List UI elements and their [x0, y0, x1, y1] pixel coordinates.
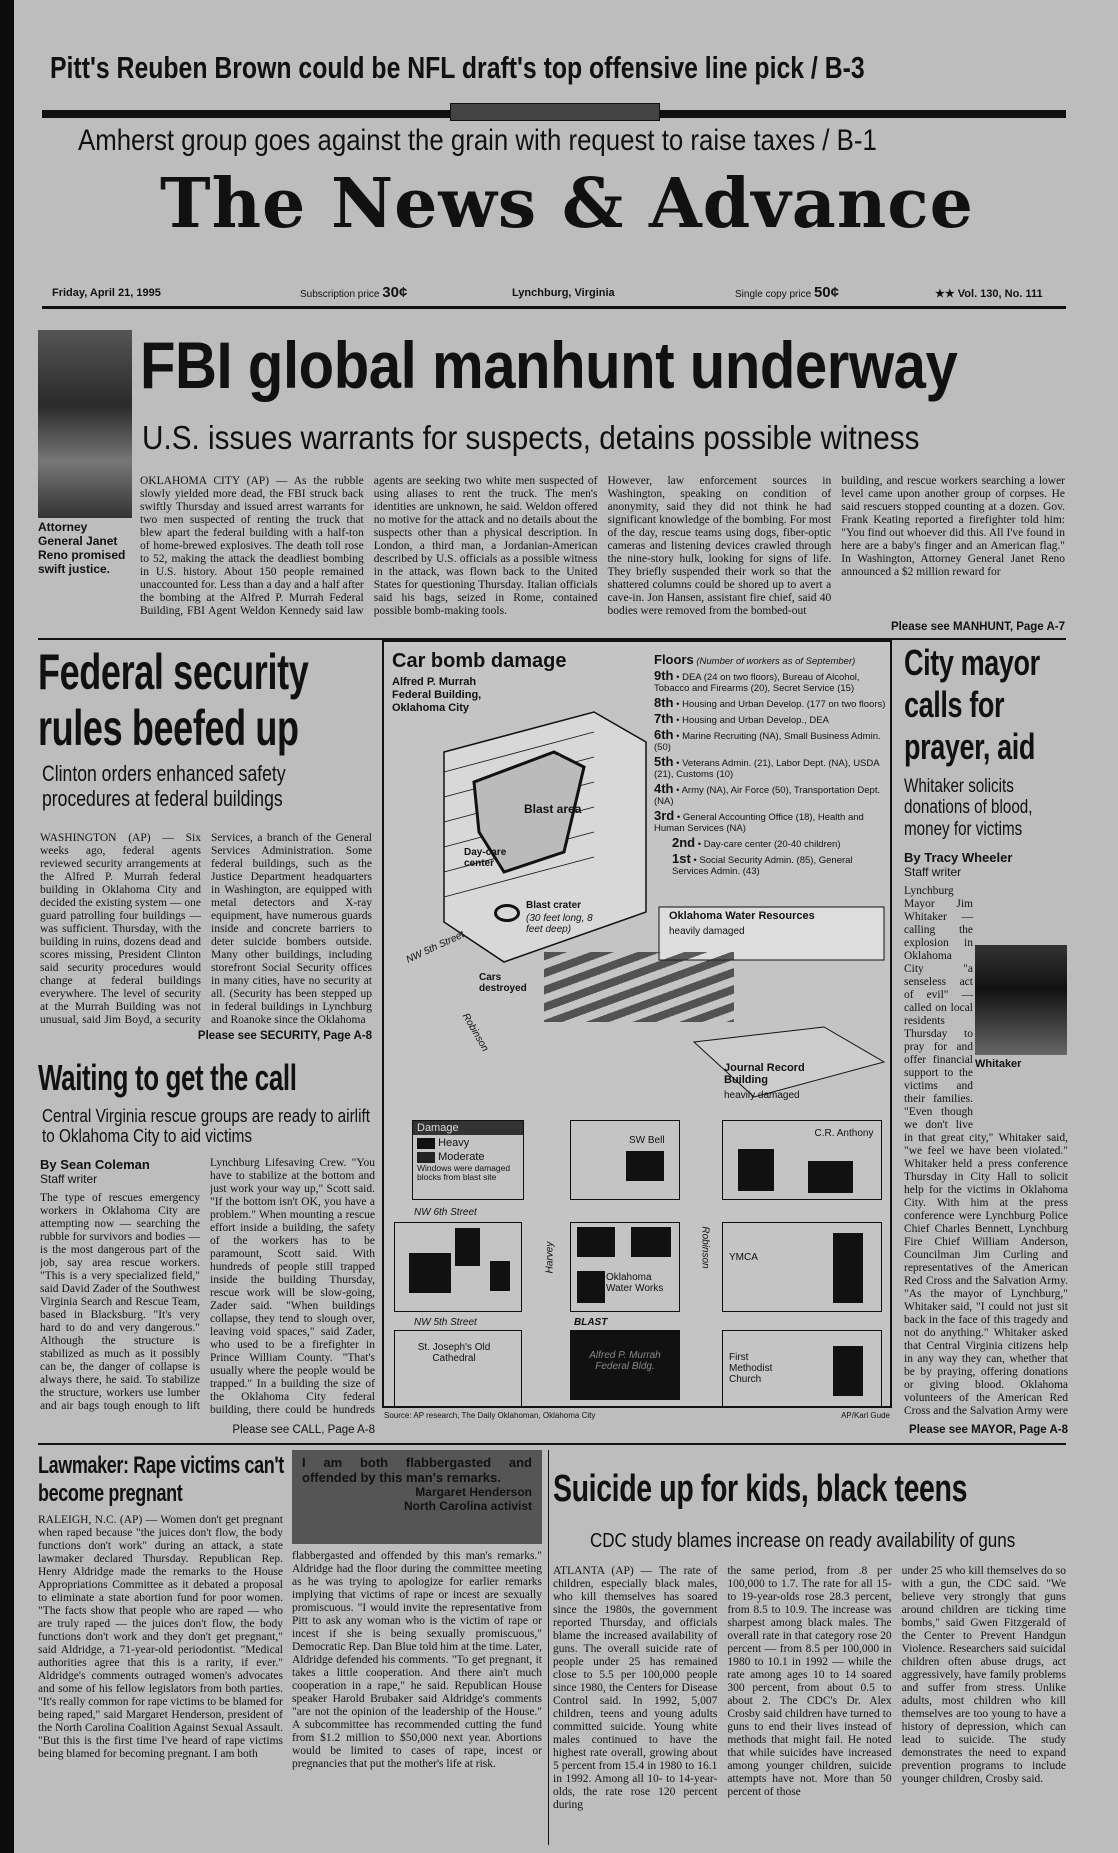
block	[570, 1120, 680, 1200]
daycare-label: Day-care center	[464, 847, 507, 869]
swbell-label: SW Bell	[629, 1135, 665, 1146]
lead-headline[interactable]: FBI global manhunt underway	[140, 328, 958, 402]
lead-subhead: U.S. issues warrants for suspects, detains possible witness	[142, 419, 920, 456]
methodist-label: First Methodist Church	[729, 1352, 773, 1385]
legend-heavy: Heavy	[438, 1137, 470, 1149]
divider	[38, 1443, 1066, 1445]
suicide-headline[interactable]: Suicide up for kids, black teens	[553, 1468, 968, 1510]
scan-border	[0, 0, 14, 1853]
mayor-byline	[904, 850, 1012, 879]
city: Lynchburg, Virginia	[512, 287, 615, 299]
mayor-body: Lynchburg Mayor Jim Whitaker — calling the explosion in Oklahoma City "a senseless act of evil" — called on local residents Thursday to pray for and offer financial support to the victims and their families. "Even though we don't live in that great city," Whitaker said, "we feel we have been violated." Whitaker held a press conference Thursday in City Hall to solicit help for the victims in Oklahoma City. With him at the press conference were Lynchburg Police Chief Charles Bennett, Lynchburg Fire Chief William Anderson, Councilman Jim Curling and representatives of the American Red Cross and the Salvation Army. "As the mayor of Lynchburg," Whitaker said, "I could not just sit back in the face of this tragedy and not do anything." Whitaker asked that Central Virginia citizens help in any way they can, whether that be by praying, offering donations or giving blood. Oklahoma volunteers of the American Red Cross and the Salvation Army were	[904, 885, 1068, 1417]
lead-jump-link[interactable]: Please see MANHUNT, Page A-7	[890, 621, 1065, 633]
graphic-source: Source: AP research, The Daily Oklahoman, Oklahoma City	[384, 1411, 596, 1420]
security-jump-link[interactable]: Please see SECURITY, Page A-8	[197, 1030, 372, 1042]
floor-1: 1st • Social Security Admin. (85), General Services Admin. (43)	[672, 851, 853, 877]
quote-text: I am both flabbergasted and offended by this man's remarks.	[302, 1455, 532, 1485]
floors-list	[654, 654, 889, 880]
subscription-label: Subscription price	[300, 289, 380, 300]
author-role: Staff writer	[40, 1172, 98, 1186]
water-works-label: Oklahoma Water Works	[606, 1272, 664, 1294]
building-illustration	[384, 672, 654, 972]
call-column: The type of rescues emergency workers in Oklahoma City are attempting now — searching the rubble for survivors and bodies — is the most dangerous part of the job, say area rescue workers. "This is a very specialized field," said David Zader of the Southwest Virginia Search and Rescue Team, based in Blacksburg. "It's very hard to do and very dangerous." Although the structure is stabilized as much as it possibly can be, the danger of collapse is always there, he said. To stabilize the structure, workers use lumber and air bags tough enough to lift	[40, 1192, 200, 1412]
murrah-label: Alfred P. Murrah Federal Bldg.	[589, 1350, 661, 1372]
lawmaker-column: flabbergasted and offended by this man's remarks." Aldridge had the floor during the committee meeting as he was trying to apologize for earlier remarks implying that victims of rape or incest are sexually promiscuous. "I would invite the representative from Pitt to ask any woman who is the victim of rape or incest if she is being sexually promiscuous," Democratic Rep. Dan Blue told him at the time. Later, Aldridge defended his comments. "To get pregnant, it takes a little cooperation. And there ain't much cooperation in a rape," he said. Republican House speaker Harold Brubaker said Aldridge's comments "are not the opinion of the leadership of the House." A subcommittee has recommended cutting the fund from $1.2 million to $50,000 next year. Abortions would be limited to cases of rape, incest or pregnancies that put the mother's life at risk.	[292, 1550, 542, 1770]
security-column: WASHINGTON (AP) — Six weeks ago, federal agents reviewed security arrangements at the Alfred P. Murrah federal building in Oklahoma City and decided the existing system — one guard patrolling four buildings — was sufficient. Thursday, with the building in ruins, dozens dead and scores missing, President Clinton said security procedures would change at federal buildings everywhere. The level of security at the Murrah Building was not unusual, said Jim Boyd, a security	[40, 832, 201, 1026]
blast-area-label: Blast area	[524, 802, 582, 816]
damage-legend	[412, 1120, 524, 1200]
security-subhead: Clinton orders enhanced safety procedures at federal buildings	[42, 761, 286, 811]
security-body	[40, 832, 372, 1027]
subscription-price	[300, 284, 407, 301]
section-flag	[450, 103, 660, 121]
lead-column: However, law enforcement sources in Washington, speaking on condition of anonymity, said they did not think he had significant knowledge of the bombing. For most of the day, rescue teams using dogs, fiber-optic cameras and listening devices crawled through the nine-story hulk, looking for signs of life. They briefly suspended their work so that the shattered columns could be shored up to avert a cave-in. Jon Hansen, assistant fire chief, said 40 bodies were removed from the bombed-out	[607, 475, 832, 617]
quote-author: Margaret Henderson	[415, 1485, 532, 1499]
graphic-title: Car bomb damage	[392, 650, 567, 672]
volume: ★★ Vol. 130, No. 111	[935, 288, 1043, 300]
mayor-jump-link[interactable]: Please see MAYOR, Page A-8	[909, 1424, 1068, 1436]
call-headline[interactable]: Waiting to get the call	[38, 1057, 297, 1098]
issue-date: Friday, April 21, 1995	[52, 287, 161, 299]
crater-note: (30 feet long, 8 feet deep)	[526, 913, 593, 935]
single-price	[735, 284, 839, 301]
lead-column: OKLAHOMA CITY (AP) — As the rubble slowly yielded more dead, the FBI struck back swiftly Thursday and issued arrest warrants for two men suspected of renting the truck that blew apart the federal building with a half-ton of home-brewed explosives. The death toll rose to 52, making the attack the deadliest bombing in U.S. history. About 150 people remained unaccounted for. Less than a day and a half after the bombing at the Alfred P. Murrah Federal Building, FBI Agent Weldon Kennedy said law	[140, 475, 364, 617]
lawmaker-headline[interactable]: Lawmaker: Rape victims can't become pregnant	[38, 1452, 284, 1507]
suicide-column: under 25 who kill themselves do so with a gun, the CDC said. "We believe very strongly that guns around children are ticking time bombs," said Gwen Fitzgerald of the Center to Prevent Handgun Violence. Researchers said suicidal children often abuse drugs, act aggressively, have family problems and suffer from stress. Unlike adults, most children who kill themselves are too young to have a history of depression, which can lead to suicide. The study demonstrates the need to expand prevention programs to include younger children, Crosby said.	[901, 1565, 1066, 1785]
quote-org: North Carolina activist	[403, 1499, 532, 1513]
masthead-title: The News & Advance	[160, 164, 974, 244]
floor-2: 2nd • Day-care center (20-40 children)	[672, 835, 841, 850]
street-label: NW 5th Street	[404, 929, 467, 966]
ymca-label: YMCA	[729, 1252, 758, 1263]
block	[394, 1222, 522, 1312]
water-resources-note: heavily damaged	[669, 926, 745, 937]
author: By Tracy Wheeler	[904, 850, 1013, 865]
mayor-subhead: Whitaker solicits donations of blood, money for victims	[904, 776, 1033, 840]
nw6-label: NW 6th Street	[414, 1207, 477, 1218]
lead-body	[140, 475, 1065, 618]
single-value: 50¢	[813, 284, 839, 301]
journal-note: heavily damaged	[724, 1090, 800, 1101]
suicide-subhead: CDC study blames increase on ready availability of guns	[590, 1530, 1016, 1552]
mayor-headline[interactable]: City mayor calls for prayer, aid	[904, 642, 1040, 767]
reno-photo	[38, 330, 132, 518]
whitaker-caption: Whitaker	[975, 1058, 1022, 1070]
cars-label: Cars destroyed	[479, 972, 527, 994]
floors-title: Floors	[654, 652, 694, 667]
photo-caption: Attorney General Janet Reno promised swift justice.	[38, 520, 126, 576]
legend-moderate: Moderate	[438, 1151, 485, 1163]
divider	[548, 1450, 549, 1845]
block	[570, 1222, 680, 1312]
floor-8: 8th • Housing and Urban Develop. (177 on two floors)	[654, 695, 886, 710]
robinson-label: Robinson	[459, 1011, 491, 1054]
single-label: Single copy price	[735, 289, 812, 300]
floors-note: (Number of workers as of September)	[696, 656, 856, 667]
security-headline[interactable]: Federal security rules beefed up	[38, 644, 309, 756]
floor-9: 9th • DEA (24 on two floors), Bureau of Alcohol, Tobacco and Firearms (20), Secret Service (15)	[654, 668, 860, 694]
author-role: Staff writer	[904, 865, 962, 879]
call-byline	[40, 1157, 150, 1186]
lead-column: agents are seeking two white men suspected of using aliases to rent the truck. The men's identities are unknown, he said. Weldon offered no motive for the attack and no details about the suspects other than a physical description. In London, a third man, a Jordanian-American described by U.S. officials as a possible witness in the attack, was flown back to the United States for questioning Thursday. Italian officials said his bags, seized in Rome, contained possible bomb-making tools.	[373, 475, 598, 617]
nw5-label: NW 5th Street	[414, 1317, 477, 1328]
robinson-map-label: Robinson	[699, 1226, 711, 1269]
pull-quote	[292, 1450, 542, 1544]
crater-label: Blast crater	[526, 900, 582, 911]
call-subhead: Central Virginia rescue groups are ready to airlift to Oklahoma City to aid victims	[42, 1106, 370, 1147]
local-teaser[interactable]: Amherst group goes against the grain with request to raise taxes / B-1	[78, 124, 877, 157]
building-label: Alfred P. Murrah Federal Building, Oklahoma City	[392, 676, 482, 714]
suicide-body	[553, 1565, 1066, 1845]
floor-6: 6th • Marine Recruiting (NA), Small Business Admin. (50)	[654, 727, 881, 753]
security-column: Services, a branch of the General Services Administration. Some federal buildings, such as the Justice Department headquarters in Washington, are equipped with metal detectors and X-ray equipment, have numerous guards inside and concrete barriers to deter suicide bombers outside. Many other buildings, including storefront Social Security offices in many cities, have no security at all. (Security has been stepped up in federal buildings in Lynchburg and Roanoke since the Oklahoma	[211, 832, 372, 1026]
call-jump-link[interactable]: Please see CALL, Page A-8	[232, 1424, 375, 1436]
author: By Sean Coleman	[40, 1157, 150, 1172]
legend-note: Windows were damaged blocks from blast site	[417, 1163, 511, 1182]
floor-4: 4th • Army (NA), Air Force (50), Transportation Dept. (NA)	[654, 781, 881, 807]
destroyed-cars	[544, 952, 734, 1022]
lawmaker-column: RALEIGH, N.C. (AP) — Women don't get pregnant when raped because "the juices don't flow, the body functions don't work" during an attack, a state lawmaker declared Thursday. Republican Rep. Henry Aldridge made the remarks to the House Appropriations Committee as it debated a proposal to eliminate a state abortion fund for poor women. "The facts show that people who are raped — who are truly raped — the juices don't flow, the body functions don't work and they don't get pregnant," said Aldridge, a 71-year-old periodontist. "Medical authorities agree that this is a rarity, if ever." Aldridge's comments outraged women's advocates and some of his fellow legislators from both parties. "It's really common for rape victims to be blamed for being raped," said Margaret Henderson, president of the North Carolina Coalition Against Sexual Assault. "But this is the first time I've heard of rape victims being blamed for becoming pregnant. I am both	[38, 1514, 283, 1760]
sports-teaser[interactable]: Pitt's Reuben Brown could be NFL draft's top offensive line pick / B-3	[50, 50, 865, 85]
call-column: Lynchburg Lifesaving Crew. "You have to stabilize at the bottom and just work your way up," Scott said. "If the bottom isn't OK, you have a problem." When mounting a rescue effort inside a building, the safety of the workers has to be paramount, Scott said. With hundreds of people still trapped inside the building Thursday, rescue work will be slow-going, Zader said. "When buildings collapse, they tend to slough over, leaving void spaces," said Zader, who used to be a firefighter in Prince William County. "That's usually where the people would be trapped." In a building the size of the Oklahoma City federal building, there could be hundreds	[210, 1157, 375, 1416]
divider	[42, 306, 1066, 309]
harvey-label: Harvey	[544, 1241, 556, 1274]
journal-label: Journal Record Building	[724, 1062, 805, 1086]
cr-anthony-label: C.R. Anthony	[814, 1128, 874, 1139]
suicide-column: ATLANTA (AP) — The rate of children, especially black males, who kill themselves has soared since the 1980s, the government reported Thursday, and officials blame the increased availability of guns. The overall suicide rate of people under 25 has remained close to 5.5 per 100,000 people since 1980, the Centers for Disease Control said. In 1992, 5,007 children, teens and young adults committed suicide. Young white males continued to have the highest rate overall, growing about 5 percent from 15.4 in 1980 to 16.1 in 1992. Among all 10- to 14-year-olds, the rate rose 120 percent during	[553, 1565, 718, 1811]
floor-7: 7th • Housing and Urban Develop., DEA	[654, 711, 829, 726]
crater-marker	[494, 904, 520, 922]
block	[722, 1222, 882, 1312]
stjoseph-label: St. Joseph's Old Cathedral	[417, 1342, 491, 1364]
graphic-credit: AP/Karl Gude	[841, 1411, 890, 1420]
blast-label: BLAST	[574, 1317, 608, 1328]
floor-3: 3rd • General Accounting Office (18), Health and Human Services (NA)	[654, 808, 864, 834]
legend-title: Damage	[413, 1121, 523, 1135]
car-bomb-graphic	[382, 640, 892, 1420]
suicide-column: the same period, from .8 per 100,000 to 1.7. The rate for all 15- to 19-year-olds rose 28.3 percent, from 8.5 to 10.9. The increase was sharpest among black males. The overall rate in that category rose 20 percent — from 8.5 per 100,000 in 1980 to 10.1 in 1992 — while the rate among ages 10 to 14 soared 300 percent, from about 0.5 to about 2. The CDC's Dr. Alex Crosby said children have turned to guns to end their lives instead of methods that might fail. He noted that while suicides have increased among younger children, suicide attempts have not. More than 50 percent of those	[727, 1565, 892, 1798]
floor-5: 5th • Veterans Admin. (21), Labor Dept. (NA), USDA (21), Customs (10)	[654, 754, 880, 780]
water-resources-label: Oklahoma Water Resources	[669, 910, 815, 922]
subscription-value: 30¢	[382, 284, 408, 301]
lead-column: building, and rescue workers searching a lower level came upon another group of corpses. He said rescuers stopped counting at a dozen. Gov. Frank Keating reported a firefighter told him: "You find out whoever did this. All I've found in here are a baby's finger and an American flag." In Washington, Attorney General Janet Reno announced a $2 million reward for	[841, 475, 1065, 578]
